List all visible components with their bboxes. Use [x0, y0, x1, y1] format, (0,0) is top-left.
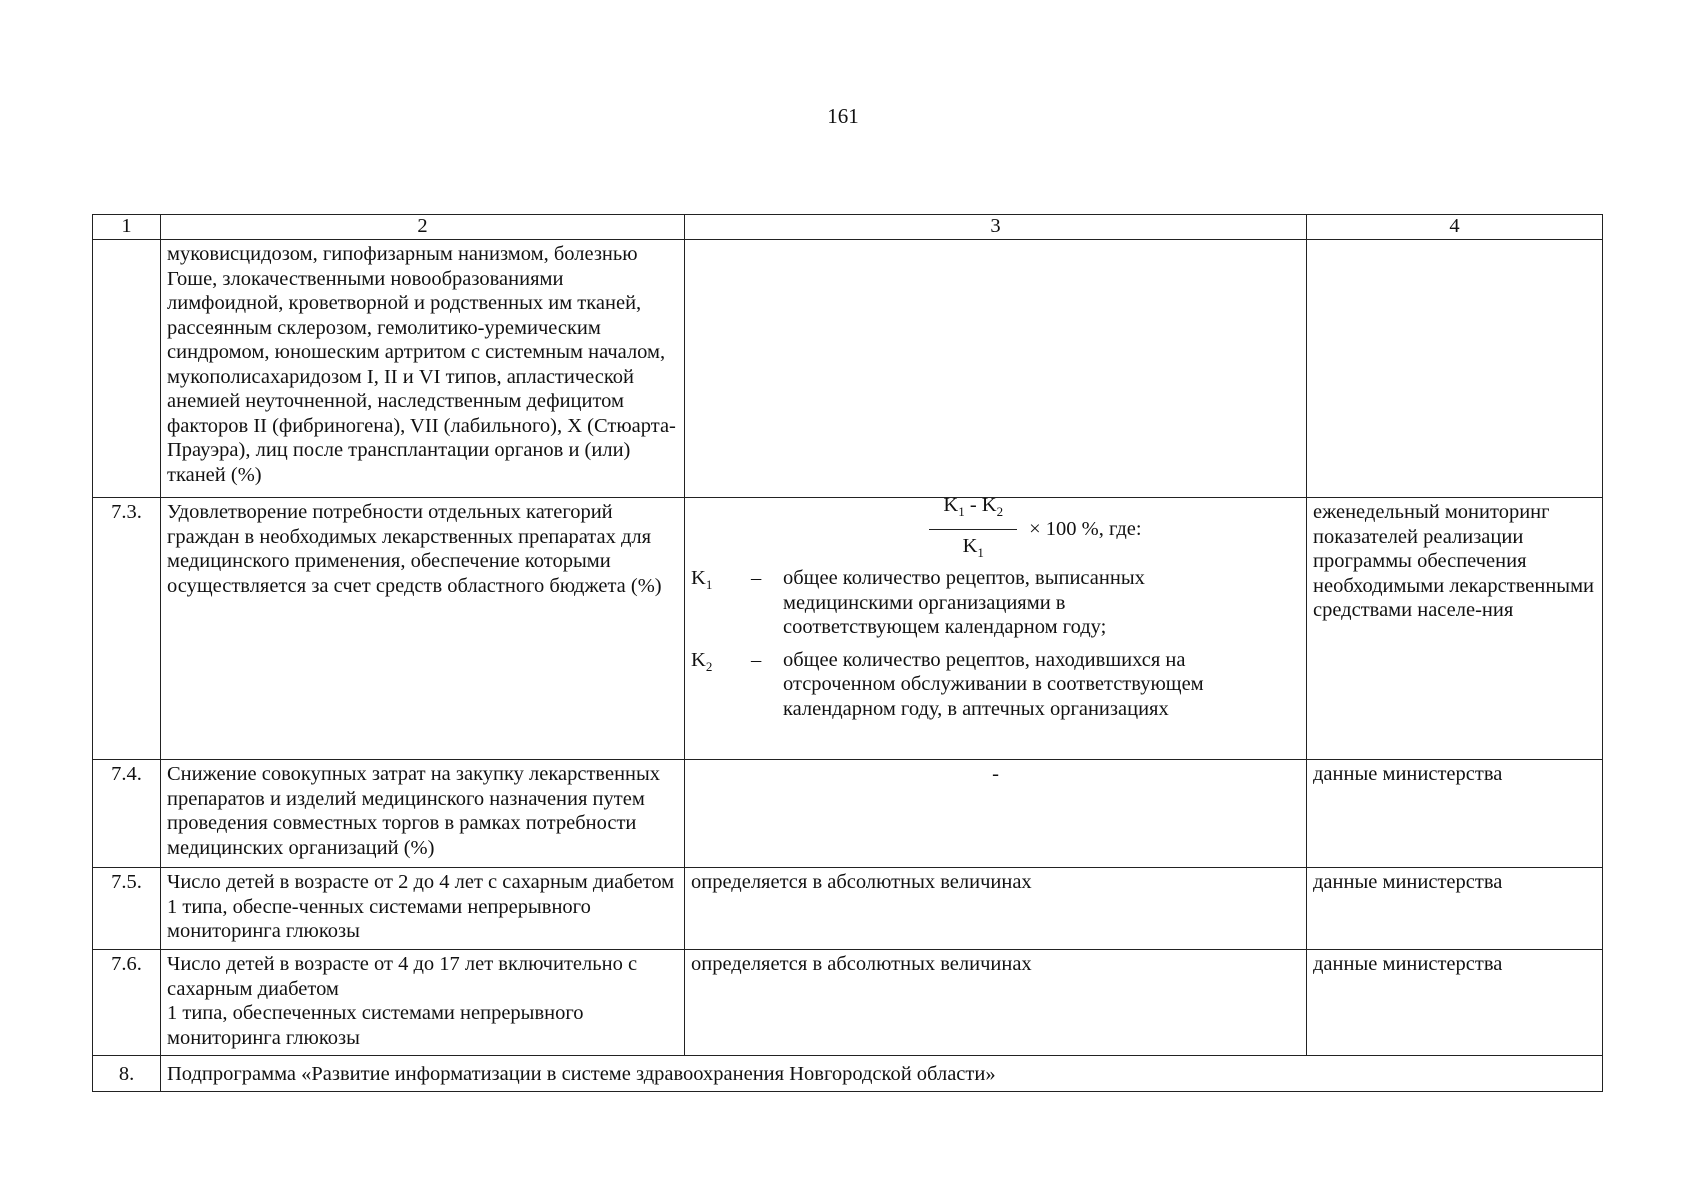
data-source: данные министерства [1307, 868, 1603, 950]
calculation-method: определяется в абсолютных величинах [685, 868, 1307, 950]
calculation-method [685, 493, 1307, 760]
table-row-7-4 [93, 760, 1603, 868]
header-col-4: 4 [1307, 215, 1603, 240]
table-header-row [93, 215, 1603, 240]
table-row-7-5 [93, 868, 1603, 950]
row-number: 7.4. [93, 760, 161, 868]
table-row-7-3 [93, 498, 1603, 760]
indicators-table [92, 214, 1603, 1092]
table-row-7-6 [93, 950, 1603, 1056]
definition-k1: $K_1$ – общее количество рецептов, выписанных медицинскими организациями в соответствующем календарном году; [691, 567, 1145, 638]
row-number: 7.5. [93, 868, 161, 950]
table-row-continuation [93, 240, 1603, 498]
formula-fraction [929, 493, 1017, 565]
calculation-method: - [685, 760, 1307, 868]
row-number: 7.3. [93, 498, 161, 760]
data-source [1307, 240, 1603, 498]
calculation-method [685, 240, 1307, 498]
formula-numerator: $K_1 - K_2$ [929, 493, 1017, 530]
formula-tail: × 100 %, где: [1029, 517, 1142, 540]
formula [771, 493, 1300, 560]
row-number [93, 240, 161, 498]
indicator-name: Число детей в возрасте от 4 до 17 лет включительно с сахарным диабетом 1 типа, обеспеченных системами непрерывного мониторинга глюкозы [161, 950, 685, 1056]
data-source: еженедельный мониторинг показателей реализации программы обеспечения необходимыми лекарственными средствами населе-ния [1307, 498, 1603, 760]
header-col-1: 1 [93, 215, 161, 240]
definition-k2: $K_2$ – общее количество рецептов, находившихся на отсроченном обслуживании в соответствующем календарном году, в аптечных организациях [691, 648, 1204, 720]
indicator-name: муковисцидозом, гипофизарным нанизмом, болезнью Гоше, злокачественными новообразованиями лимфоидной, кроветворной и родственных им тканей, рассеянным склерозом, гемолитико-уремическим синдромом, юношеским артритом с системным началом, мукополисахаридозом I, II и VI типов, апластической анемией неуточненной, наследственным дефицитом факторов II (фибриногена), VII (лабильного), X (Стюарта-Прауэра), лиц после трансплантации органов и (или) тканей (%) [161, 240, 685, 498]
indicator-name: Удовлетворение потребности отдельных категорий граждан в необходимых лекарственных препаратах для медицинского применения, обеспечение которыми осуществляется за счет средств областного бюджета (%) [161, 498, 685, 760]
calculation-method: определяется в абсолютных величинах [685, 950, 1307, 1056]
section-title: Подпрограмма «Развитие информатизации в системе здравоохранения Новгородской области» [161, 1056, 1603, 1092]
header-col-2: 2 [161, 215, 685, 240]
page-number: 161 [827, 104, 859, 128]
section-number: 8. [93, 1056, 161, 1092]
formula-denominator: $K_1$ [962, 534, 984, 560]
data-source: данные министерства [1307, 950, 1603, 1056]
row-number: 7.6. [93, 950, 161, 1056]
header-col-3: 3 [685, 215, 1307, 240]
table-row-section-8 [93, 1056, 1603, 1092]
data-source: данные министерства [1307, 760, 1603, 868]
indicator-name: Снижение совокупных затрат на закупку лекарственных препаратов и изделий медицинского назначения путем проведения совместных торгов в рамках потребности медицинских организаций (%) [161, 760, 685, 868]
indicator-name: Число детей в возрасте от 2 до 4 лет с сахарным диабетом 1 типа, обеспе-ченных системами непрерывного мониторинга глюкозы [161, 868, 685, 950]
